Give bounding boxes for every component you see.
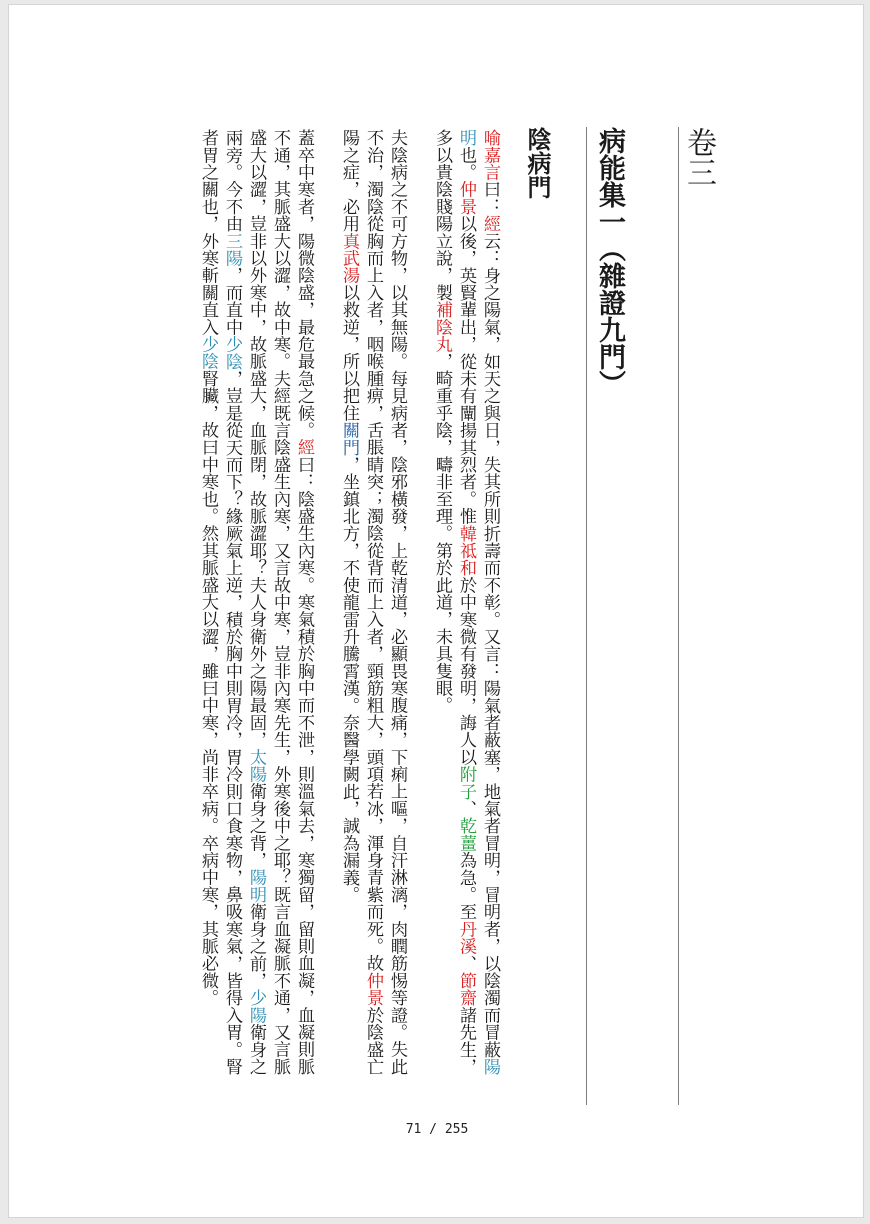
highlighted-term: 少陰	[198, 335, 218, 370]
section-title: 陰病門	[523, 127, 552, 199]
page-total: 255	[444, 1122, 469, 1137]
text-run: 多以貴陰賤陽立說，製	[432, 129, 452, 301]
text-run: 於陰盛亡	[363, 1006, 383, 1076]
highlighted-term: 太陽	[246, 748, 266, 783]
text-line-1	[478, 129, 502, 1075]
highlighted-term: 關門	[339, 421, 359, 456]
text-run: 蓋卒中寒者，陽微陰盛，最危最急之候。	[294, 129, 314, 439]
text-run: 曰：	[480, 180, 500, 216]
text-run: 不治，濁陰從胸而上入者，咽喉腫痹，舌脹睛突；濁陰從背而上入者，頸筋粗大，頭項若冰，渾身青紫而死。故	[363, 129, 383, 972]
page-current: 71	[405, 1122, 422, 1137]
highlighted-term: 少陽	[246, 989, 266, 1024]
text-run: 盛大以澀，豈非以外寒中，故脈盛大，血脈閉，故脈澀耶？夫人身衛外之陽最固，	[246, 129, 266, 749]
text-run: 以後，英賢輩出，從未有闡揚其烈者。惟	[456, 215, 476, 525]
highlighted-term: 少陰	[222, 335, 242, 370]
text-run: 兩旁。今不由	[222, 129, 242, 233]
chapter-title: 病能集一（雜證九門）	[594, 127, 625, 397]
text-run: 衛身之前，	[246, 903, 266, 990]
text-run: 、	[456, 954, 476, 972]
highlighted-term: 真武湯	[339, 232, 359, 284]
column-rule-left	[586, 127, 587, 1105]
text-line-10	[220, 129, 244, 1075]
highlighted-term: 陽	[480, 1057, 500, 1076]
text-run: 夫陰病之不可方物，以其無陽。每見病者，陰邪橫發，上乾清道，必顯畏寒腹痛，下痢上嘔，自汗淋漓，肉瞤筋惕等證。失此	[387, 129, 407, 1075]
text-run: 諸先生，	[456, 1006, 476, 1076]
highlighted-term: 喻嘉言	[480, 129, 500, 181]
volume-title: 卷三	[681, 127, 716, 187]
text-run: 者胃之關也，外寒斬關直入	[198, 129, 218, 336]
highlighted-term: 丹溪	[456, 920, 476, 955]
document-page	[8, 4, 864, 1218]
text-run: 為急。至	[456, 851, 476, 921]
highlighted-term: 經	[294, 438, 314, 456]
text-run: ，坐鎮北方，不使龍雷升騰霄漢。奈醫學闕此，誠為漏義。	[339, 455, 359, 904]
highlighted-term: 韓祗和	[456, 524, 476, 577]
text-run: 腎臟，故曰中寒也。然其脈盛大以澀，雖曰中寒，尚非卒病。卒病中寒，其脈必微。	[198, 369, 218, 1007]
highlighted-term: 三陽	[222, 232, 242, 267]
text-line-8	[268, 129, 292, 1075]
text-run: ，豈是從天而下？緣厥氣上逆，積於胸中則胃冷，胃冷則口食寒物，鼻吸寒氣，皆得入胃。腎	[222, 369, 242, 1076]
text-line-2	[454, 129, 478, 1075]
text-run: 衛身之	[246, 1023, 266, 1076]
text-run: 以救逆，所以把住	[339, 283, 359, 422]
highlighted-term: 附子	[456, 765, 476, 800]
highlighted-term: 仲景	[456, 180, 476, 216]
highlighted-term: 乾薑	[456, 817, 476, 852]
column-rule-right	[678, 127, 679, 1105]
text-run: 也。	[456, 146, 476, 181]
highlighted-term: 補陰丸	[432, 301, 452, 353]
text-run: 於中寒微有發明，誨人以	[456, 576, 476, 766]
text-line-5	[361, 129, 385, 1075]
text-line-3	[430, 129, 454, 714]
highlighted-term: 陽明	[246, 868, 266, 904]
text-line-6	[337, 129, 361, 903]
text-run: ，畸重乎陰，疇非至理。第於此道，未具隻眼。	[432, 352, 452, 714]
text-run: 云：身之陽氣，如天之與日，失其所則折壽而不彰。又言：陽氣者蔽塞，地氣者冒明，冒明者，以陰濁而冒蔽	[480, 232, 500, 1058]
text-run: 、	[456, 799, 476, 818]
page-separator: /	[429, 1122, 437, 1137]
highlighted-term: 明	[456, 129, 476, 147]
text-line-7	[292, 129, 316, 1075]
text-run: 曰：陰盛生內寒。寒氣積於胸中而不泄，則溫氣去，寒獨留，留則血凝，血凝則脈	[294, 455, 314, 1076]
text-line-11	[196, 129, 220, 1006]
text-run: 不通，其脈盛大以澀，故中寒。夫經既言陰盛生內寒，又言故中寒，豈非內寒先生，外寒後中之耶？既言血凝脈不通，又言脈	[270, 129, 290, 1075]
page-indicator	[9, 1122, 865, 1137]
text-run: 陽之症，必用	[339, 129, 359, 233]
highlighted-term: 仲景	[363, 971, 383, 1007]
text-line-4	[385, 129, 409, 1075]
text-run: 衛身之背，	[246, 782, 266, 869]
highlighted-term: 經	[480, 215, 500, 233]
text-line-9	[244, 129, 268, 1075]
text-run: ，而直中	[222, 266, 242, 336]
highlighted-term: 節齋	[456, 971, 476, 1007]
